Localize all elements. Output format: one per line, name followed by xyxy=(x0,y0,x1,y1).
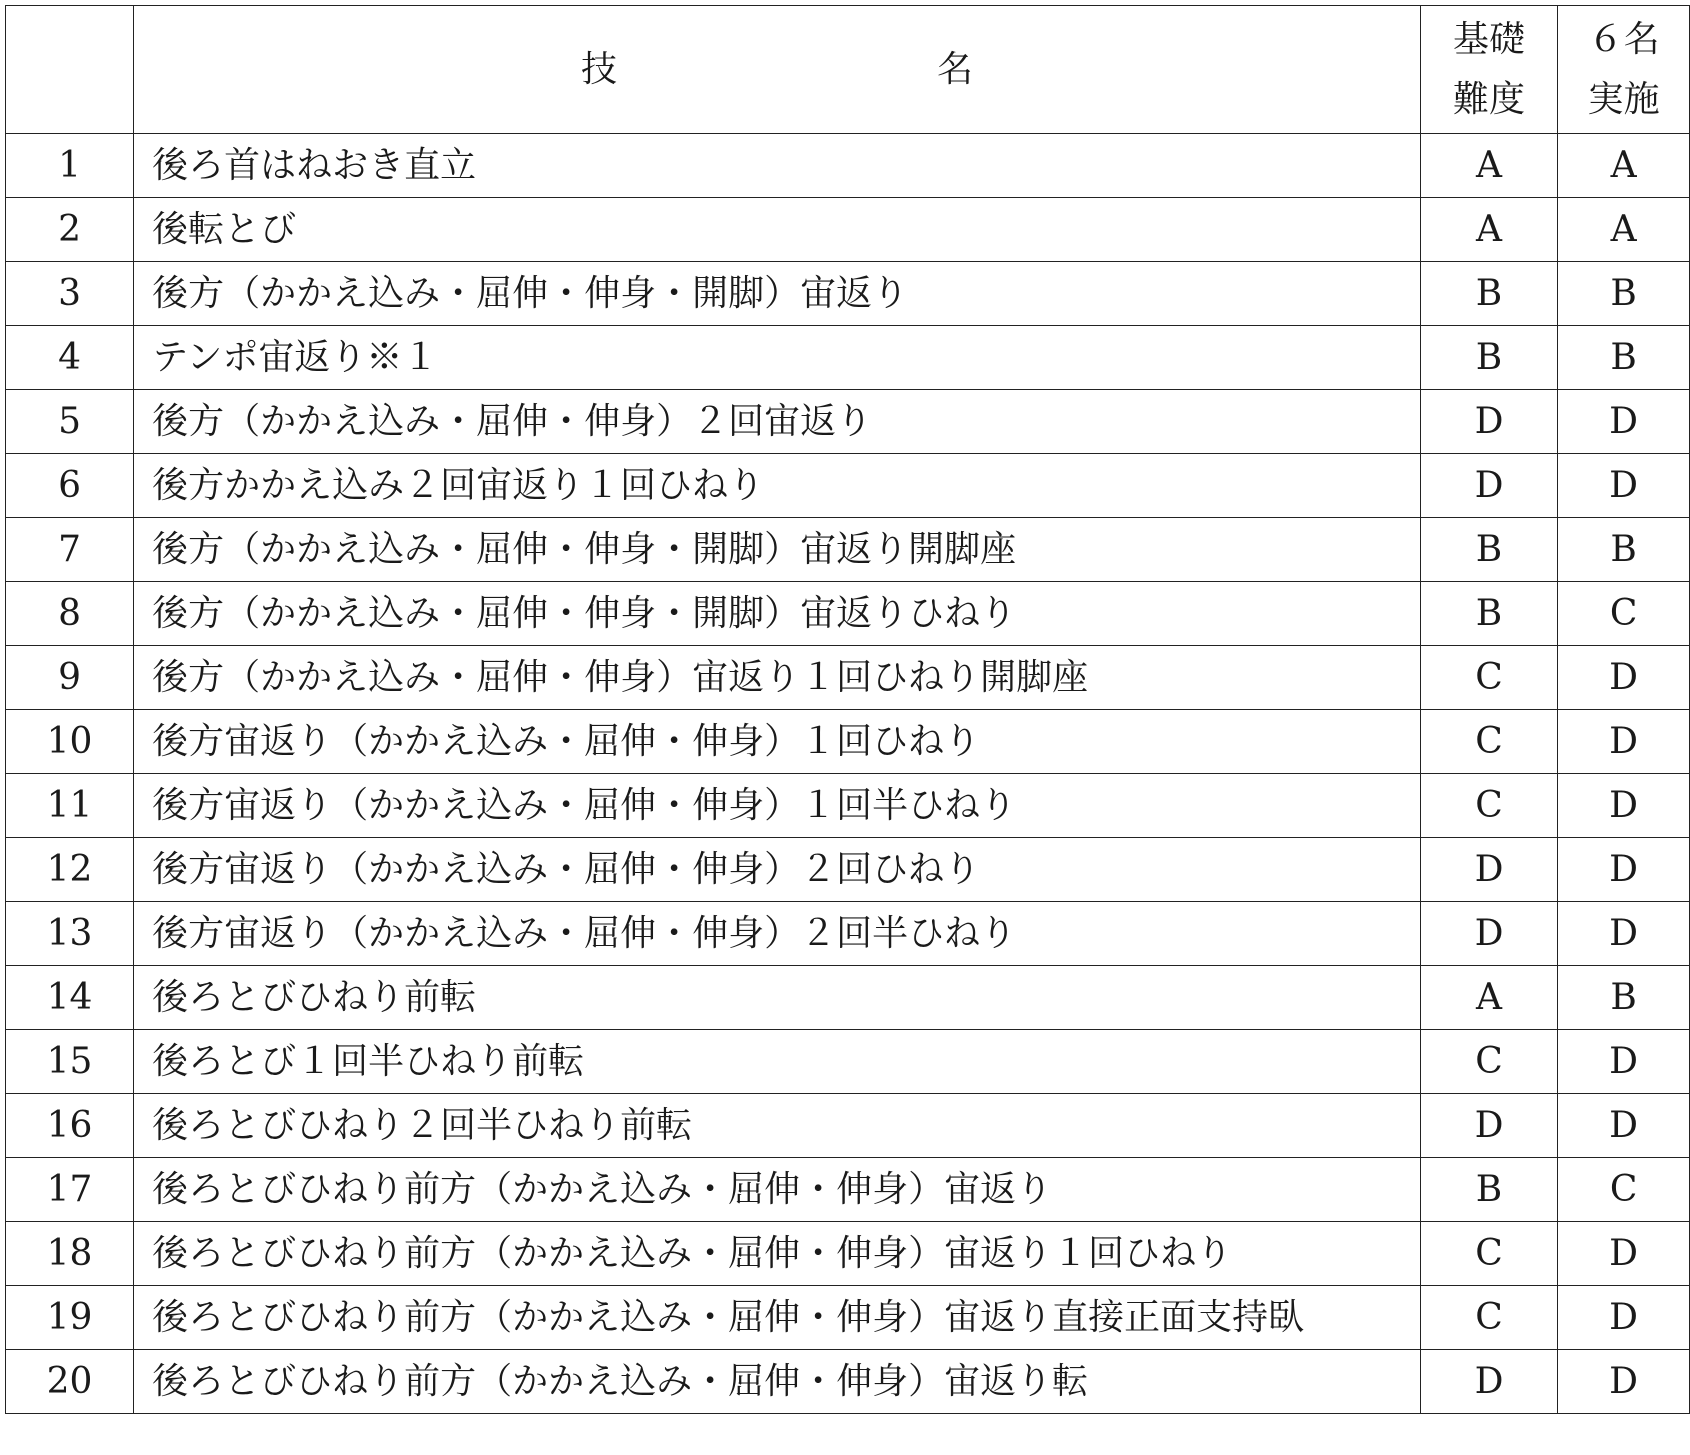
cell-skill-name: 後方（かかえ込み・屈伸・伸身）宙返り１回ひねり開脚座 xyxy=(134,646,1421,710)
cell-kiso-nando: D xyxy=(1420,838,1557,902)
header-kiso-nando xyxy=(1420,6,1557,134)
table-row xyxy=(6,1094,1690,1158)
cell-roku-jisshi: A xyxy=(1558,134,1690,198)
cell-skill-name: 後ろ首はねおき直立 xyxy=(134,134,1421,198)
cell-no: 17 xyxy=(6,1158,134,1222)
header-roku-line1: ６名 xyxy=(1587,18,1660,60)
cell-no: 15 xyxy=(6,1030,134,1094)
cell-roku-jisshi: A xyxy=(1558,198,1690,262)
table-row xyxy=(6,1158,1690,1222)
cell-roku-jisshi: D xyxy=(1558,1222,1690,1286)
cell-kiso-nando: B xyxy=(1420,1158,1557,1222)
table-row xyxy=(6,198,1690,262)
cell-skill-name: 後方（かかえ込み・屈伸・伸身）２回宙返り xyxy=(134,390,1421,454)
skills-table xyxy=(5,5,1690,1414)
cell-kiso-nando: D xyxy=(1420,1094,1557,1158)
cell-skill-name: 後方かかえ込み２回宙返り１回ひねり xyxy=(134,454,1421,518)
cell-no: 10 xyxy=(6,710,134,774)
cell-no: 20 xyxy=(6,1350,134,1414)
cell-kiso-nando: C xyxy=(1420,1286,1557,1350)
cell-skill-name: 後ろとびひねり前方（かかえ込み・屈伸・伸身）宙返り直接正面支持臥 xyxy=(134,1286,1421,1350)
table-body xyxy=(6,134,1690,1414)
cell-skill-name: 後方宙返り（かかえ込み・屈伸・伸身）１回ひねり xyxy=(134,710,1421,774)
header-name xyxy=(134,6,1421,134)
cell-skill-name: 後方宙返り（かかえ込み・屈伸・伸身）２回半ひねり xyxy=(134,902,1421,966)
table-row xyxy=(6,966,1690,1030)
cell-skill-name: 後方（かかえ込み・屈伸・伸身・開脚）宙返り xyxy=(134,262,1421,326)
cell-roku-jisshi: D xyxy=(1558,646,1690,710)
cell-kiso-nando: C xyxy=(1420,774,1557,838)
table-row xyxy=(6,454,1690,518)
table-row xyxy=(6,134,1690,198)
cell-roku-jisshi: C xyxy=(1558,1158,1690,1222)
cell-skill-name: 後ろとびひねり前転 xyxy=(134,966,1421,1030)
header-roku-jisshi xyxy=(1558,6,1690,134)
header-kiso-line2: 難度 xyxy=(1453,78,1526,120)
table-row xyxy=(6,390,1690,454)
table-row xyxy=(6,518,1690,582)
cell-kiso-nando: C xyxy=(1420,646,1557,710)
cell-roku-jisshi: D xyxy=(1558,1350,1690,1414)
table-row xyxy=(6,902,1690,966)
cell-kiso-nando: D xyxy=(1420,1350,1557,1414)
cell-skill-name: 後ろとびひねり前方（かかえ込み・屈伸・伸身）宙返り xyxy=(134,1158,1421,1222)
cell-no: 13 xyxy=(6,902,134,966)
table-row xyxy=(6,838,1690,902)
cell-kiso-nando: B xyxy=(1420,518,1557,582)
cell-kiso-nando: D xyxy=(1420,902,1557,966)
cell-kiso-nando: C xyxy=(1420,1030,1557,1094)
cell-no: 16 xyxy=(6,1094,134,1158)
cell-no: 1 xyxy=(6,134,134,198)
cell-no: 7 xyxy=(6,518,134,582)
cell-roku-jisshi: D xyxy=(1558,1286,1690,1350)
cell-roku-jisshi: D xyxy=(1558,838,1690,902)
cell-no: 4 xyxy=(6,326,134,390)
table-row xyxy=(6,1350,1690,1414)
cell-skill-name: 後ろとびひねり２回半ひねり前転 xyxy=(134,1094,1421,1158)
cell-roku-jisshi: D xyxy=(1558,1030,1690,1094)
cell-skill-name: 後方（かかえ込み・屈伸・伸身・開脚）宙返り開脚座 xyxy=(134,518,1421,582)
cell-kiso-nando: A xyxy=(1420,198,1557,262)
cell-roku-jisshi: C xyxy=(1558,582,1690,646)
header-name-char2: 名 xyxy=(936,48,973,90)
cell-skill-name: 後方宙返り（かかえ込み・屈伸・伸身）２回ひねり xyxy=(134,838,1421,902)
cell-roku-jisshi: D xyxy=(1558,774,1690,838)
cell-no: 19 xyxy=(6,1286,134,1350)
table-row xyxy=(6,262,1690,326)
header-name-char1: 技 xyxy=(580,48,617,90)
cell-no: 3 xyxy=(6,262,134,326)
cell-no: 9 xyxy=(6,646,134,710)
cell-kiso-nando: A xyxy=(1420,966,1557,1030)
cell-kiso-nando: C xyxy=(1420,710,1557,774)
cell-roku-jisshi: D xyxy=(1558,1094,1690,1158)
cell-no: 6 xyxy=(6,454,134,518)
cell-kiso-nando: A xyxy=(1420,134,1557,198)
cell-kiso-nando: B xyxy=(1420,326,1557,390)
header-roku-line2: 実施 xyxy=(1587,78,1660,120)
cell-skill-name: 後ろとび１回半ひねり前転 xyxy=(134,1030,1421,1094)
table-row xyxy=(6,646,1690,710)
cell-roku-jisshi: B xyxy=(1558,326,1690,390)
header-no xyxy=(6,6,134,134)
cell-kiso-nando: B xyxy=(1420,262,1557,326)
cell-roku-jisshi: B xyxy=(1558,966,1690,1030)
table-row xyxy=(6,774,1690,838)
cell-no: 2 xyxy=(6,198,134,262)
cell-roku-jisshi: D xyxy=(1558,902,1690,966)
cell-kiso-nando: C xyxy=(1420,1222,1557,1286)
cell-skill-name: 後ろとびひねり前方（かかえ込み・屈伸・伸身）宙返り１回ひねり xyxy=(134,1222,1421,1286)
table-row xyxy=(6,1222,1690,1286)
cell-roku-jisshi: B xyxy=(1558,518,1690,582)
cell-no: 18 xyxy=(6,1222,134,1286)
table-row xyxy=(6,710,1690,774)
header-kiso-line1: 基礎 xyxy=(1453,18,1526,60)
cell-roku-jisshi: D xyxy=(1558,710,1690,774)
cell-roku-jisshi: D xyxy=(1558,454,1690,518)
table-row xyxy=(6,1286,1690,1350)
table-row xyxy=(6,326,1690,390)
cell-kiso-nando: D xyxy=(1420,454,1557,518)
cell-roku-jisshi: B xyxy=(1558,262,1690,326)
cell-skill-name: テンポ宙返り※１ xyxy=(134,326,1421,390)
table-row xyxy=(6,1030,1690,1094)
cell-no: 5 xyxy=(6,390,134,454)
header-row xyxy=(6,6,1690,134)
cell-skill-name: 後方宙返り（かかえ込み・屈伸・伸身）１回半ひねり xyxy=(134,774,1421,838)
cell-no: 14 xyxy=(6,966,134,1030)
cell-kiso-nando: B xyxy=(1420,582,1557,646)
table-row xyxy=(6,582,1690,646)
cell-no: 11 xyxy=(6,774,134,838)
cell-roku-jisshi: D xyxy=(1558,390,1690,454)
cell-no: 8 xyxy=(6,582,134,646)
cell-skill-name: 後方（かかえ込み・屈伸・伸身・開脚）宙返りひねり xyxy=(134,582,1421,646)
cell-skill-name: 後ろとびひねり前方（かかえ込み・屈伸・伸身）宙返り転 xyxy=(134,1350,1421,1414)
cell-no: 12 xyxy=(6,838,134,902)
cell-skill-name: 後転とび xyxy=(134,198,1421,262)
cell-kiso-nando: D xyxy=(1420,390,1557,454)
